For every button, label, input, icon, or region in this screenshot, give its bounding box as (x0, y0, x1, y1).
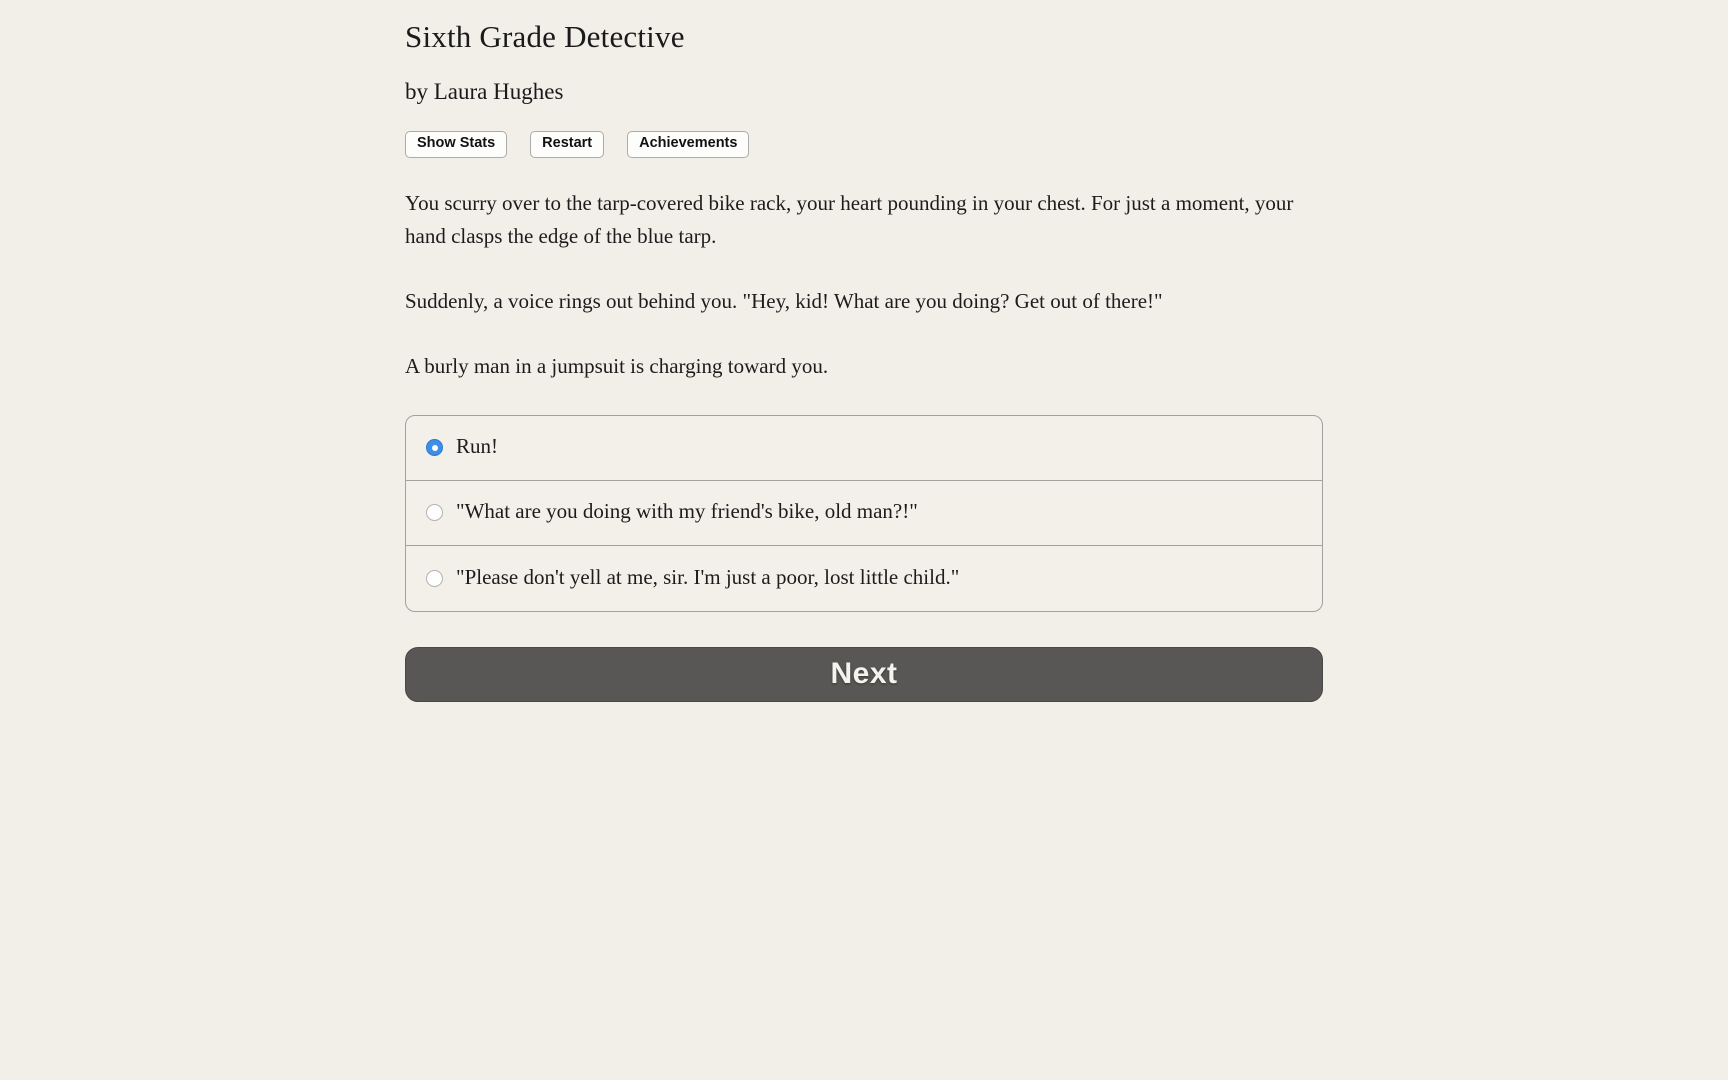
choice-option-label: "Please don't yell at me, sir. I'm just a poor, lost little child." (456, 564, 960, 589)
page-title: Sixth Grade Detective (405, 19, 685, 54)
restart-button[interactable]: Restart (530, 131, 604, 158)
toolbar (405, 131, 1323, 158)
radio-selected-icon[interactable] (426, 439, 443, 456)
radio-unselected-icon[interactable] (426, 570, 443, 587)
game-content (405, 0, 1323, 702)
next-button[interactable]: Next (405, 647, 1323, 702)
choice-option-plead[interactable] (406, 546, 1322, 611)
author-byline: by Laura Hughes (405, 79, 564, 104)
story-paragraph: A burly man in a jumpsuit is charging toward you. (405, 353, 829, 378)
choice-option-run[interactable] (406, 416, 1322, 481)
show-stats-button[interactable]: Show Stats (405, 131, 507, 158)
story-paragraph: You scurry over to the tarp-covered bike rack, your heart pounding in your chest. For just a moment, your hand clasps the edge of the blue tarp. (405, 190, 1294, 248)
radio-unselected-icon[interactable] (426, 504, 443, 521)
choice-option-label: "What are you doing with my friend's bike, old man?!" (456, 499, 918, 524)
choice-option-label: Run! (456, 434, 498, 459)
story-paragraph: Suddenly, a voice rings out behind you. "Hey, kid! What are you doing? Get out of there!" (405, 288, 1163, 313)
choice-option-confront[interactable] (406, 481, 1322, 546)
story-text (405, 187, 1323, 383)
choice-group (405, 415, 1323, 612)
achievements-button[interactable]: Achievements (627, 131, 749, 158)
